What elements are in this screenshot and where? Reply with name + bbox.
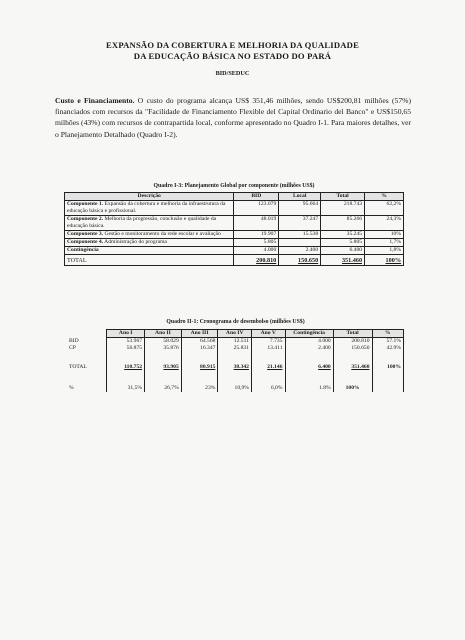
total-cell: 5.805 [321,239,365,247]
row-label: CP [67,345,107,352]
total-label: TOTAL [65,255,234,266]
table-row [65,247,404,255]
total-cell: 35.245 [321,231,365,239]
header-cell: Total [333,330,372,338]
document-subtitle: BID/SEDUC [215,70,250,77]
value-cell: 4.000 [285,338,333,346]
component-description: Melhoria da progressão, conclusão e qualidade da educação básica. [67,216,217,229]
component-description: Expansão da cobertura e melhoria da infraestrutura da educação básica e profissional. [67,201,226,214]
value-cell: 42.9% [372,345,404,352]
header-cell: BID [234,193,279,201]
table-header-row [65,193,404,201]
total-row [65,255,404,266]
value-cell: 56.875 [107,345,145,352]
table-row [65,201,404,216]
percent-cell: 26,7% [145,385,182,392]
total-cell: 6.400 [321,247,365,255]
component-description: Administração do programa [103,239,167,245]
local-cell: 37.247 [279,216,321,231]
description-cell [65,201,234,216]
table1-caption: Quadro I-3: Planejamento Global por componente (milhões US$) [153,183,315,189]
local-cell [279,239,321,247]
local-cell: 15.538 [279,231,321,239]
total-cell: 110.752 [107,364,145,371]
total-cell: 351.460 [333,364,372,371]
intro-lead: Custo e Financiamento. [55,96,135,105]
disbursement-schedule-table [67,329,404,392]
total-cell: 80.915 [181,364,218,371]
percent-cell: 100% [333,385,372,392]
bid-cell: 123.079 [234,201,279,216]
header-cell: % [365,193,404,201]
percent-cell: 23% [181,385,218,392]
header-cell: Ano IV [218,330,252,338]
row-label: % [67,385,107,392]
total-cell: 93.905 [145,364,182,371]
total-total: 351.460 [321,255,365,266]
total-cell: 100% [372,364,404,371]
bid-cell: 4.000 [234,247,279,255]
bid-cell: 48.019 [234,216,279,231]
value-cell: 25.831 [218,345,252,352]
table-row [65,231,404,239]
header-cell [67,330,107,338]
header-cell: Ano II [145,330,182,338]
header-cell: Ano I [107,330,145,338]
percent-cell [372,385,404,392]
header-cell: Contingência [285,330,333,338]
percent-row [67,385,404,392]
total-cell: 38.342 [218,364,252,371]
percent-cell: 10% [365,231,404,239]
header-cell: Ano III [181,330,218,338]
intro-text: O custo do programa alcança US$ 351,46 milhões, sendo US$200,81 milhões (57%) financiados com recursos da "Facilidade de Financiamento Flexible del Capital Ordinario del Banco" e US$150,65 milhões (43%) com recursos de contrapartida local, conforme apresentado no Quadro I-1. Para maiores detalhes, ver o Planejamento Detalhado (Quadro I-2). [55,96,411,139]
global-planning-table [64,192,404,266]
intro-paragraph [55,95,411,140]
component-label: Componente 3. [67,231,104,237]
percent-cell: 62,2% [365,201,404,216]
component-label: Componente 2. [67,216,104,222]
table-row [65,216,404,231]
local-cell: 2.400 [279,247,321,255]
value-cell: 58.029 [145,338,182,346]
value-cell: 64.568 [181,338,218,346]
component-description: Gestão e monitoramento da rede escolar e avaliação [103,231,221,237]
local-cell: 95.664 [279,201,321,216]
table-row [67,345,404,352]
component-label: Componente 4. [67,239,104,245]
value-cell: 53.967 [107,338,145,346]
percent-cell: 1.8% [285,385,333,392]
total-percent: 100% [365,255,404,266]
percent-cell: 24,3% [365,216,404,231]
table-header-row [67,330,404,338]
component-label: Contingência [67,247,99,253]
value-cell: 35.876 [145,345,182,352]
table-row [65,239,404,247]
value-cell: 13.411 [251,345,285,352]
value-cell: 16.347 [181,345,218,352]
value-cell: 200.810 [333,338,372,346]
total-local: 150.650 [279,255,321,266]
value-cell: 12.511 [218,338,252,346]
header-cell: % [372,330,404,338]
header-cell: Total [321,193,365,201]
header-cell: Local [279,193,321,201]
total-bid: 200.810 [234,255,279,266]
header-cell: Descrição [65,193,234,201]
percent-cell: 10,9% [218,385,252,392]
value-cell: 2.400 [285,345,333,352]
spacer-row [67,352,404,364]
total-cell: 218.743 [321,201,365,216]
percent-cell: 6,0% [251,385,285,392]
value-cell: 57.1% [372,338,404,346]
description-cell [65,247,234,255]
title-line-2: DA EDUCAÇÃO BÁSICA NO ESTADO DO PARÁ [133,51,332,61]
total-cell: 21.146 [251,364,285,371]
component-label: Componente 1. [67,201,104,207]
row-label: TOTAL [67,364,107,371]
description-cell [65,239,234,247]
total-cell: 6.400 [285,364,333,371]
value-cell: 7.735 [251,338,285,346]
percent-cell: 31,5% [107,385,145,392]
total-row [67,364,404,371]
header-cell: Ano V [251,330,285,338]
total-cell: 85.266 [321,216,365,231]
row-label: BID [67,338,107,346]
description-cell [65,231,234,239]
bid-cell: 5.805 [234,239,279,247]
value-cell: 150.650 [333,345,372,352]
document-title [60,40,405,62]
table2-caption: Quadro II-1: Cronograma de desembolso (milhões US$) [166,319,305,325]
percent-cell: 1,8% [365,247,404,255]
title-line-1: EXPANSÃO DA COBERTURA E MELHORIA DA QUALIDADE [105,40,359,50]
percent-cell: 1,7% [365,239,404,247]
description-cell [65,216,234,231]
bid-cell: 19.907 [234,231,279,239]
spacer-row [67,371,404,385]
table-row [67,338,404,346]
